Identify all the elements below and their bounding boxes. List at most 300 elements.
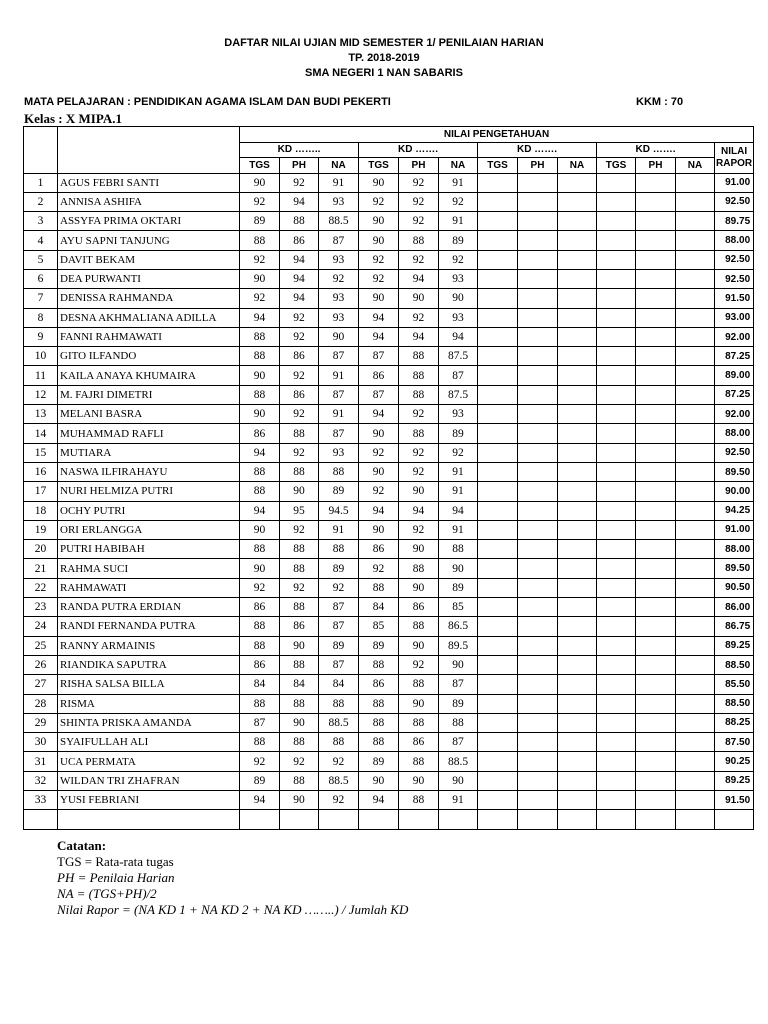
- empty-score-cell: [478, 250, 518, 269]
- student-name-cell: ORI ERLANGGA: [58, 520, 240, 539]
- empty-score-cell: [558, 192, 597, 211]
- table-row: [24, 289, 754, 308]
- empty-score-cell: [558, 269, 597, 288]
- na2-cell: 88.5: [439, 752, 478, 771]
- empty-score-cell: [478, 443, 518, 462]
- student-name-cell: RISMA: [58, 694, 240, 713]
- empty-score-cell: [597, 405, 636, 424]
- empty-score-cell: [676, 520, 715, 539]
- ph1-cell: 88: [280, 462, 319, 481]
- ph1-cell: 90: [280, 713, 319, 732]
- rapor-cell: 92.00: [715, 327, 754, 346]
- sub-header-na: NA: [676, 158, 715, 174]
- ph1-cell: 86: [280, 385, 319, 404]
- tgs1-cell: 89: [240, 771, 280, 790]
- table-row: [24, 405, 754, 424]
- student-name-cell: PUTRI HABIBAH: [58, 540, 240, 559]
- ph1-cell: 95: [280, 501, 319, 520]
- table-row: [24, 192, 754, 211]
- empty-score-cell: [597, 655, 636, 674]
- ph2-cell: 88: [399, 366, 439, 385]
- student-name-cell: RANNY ARMAINIS: [58, 636, 240, 655]
- empty-score-cell: [676, 733, 715, 752]
- tgs2-cell: 88: [359, 655, 399, 674]
- table-row: [24, 482, 754, 501]
- empty-score-cell: [558, 791, 597, 810]
- student-name-cell: KAILA ANAYA KHUMAIRA: [58, 366, 240, 385]
- tgs1-cell: 94: [240, 501, 280, 520]
- student-name-cell: ANNISA ASHIFA: [58, 192, 240, 211]
- empty-score-cell: [676, 269, 715, 288]
- table-row: [24, 462, 754, 481]
- empty-score-cell: [518, 424, 558, 443]
- na2-cell: 94: [439, 501, 478, 520]
- empty-score-cell: [597, 675, 636, 694]
- empty-score-cell: [597, 366, 636, 385]
- tgs1-cell: 88: [240, 347, 280, 366]
- empty-score-cell: [597, 636, 636, 655]
- table-row: [24, 212, 754, 231]
- ph2-cell: 88: [399, 713, 439, 732]
- empty-score-cell: [478, 713, 518, 732]
- empty-score-cell: [676, 617, 715, 636]
- rapor-cell: 88.50: [715, 694, 754, 713]
- empty-score-cell: [478, 636, 518, 655]
- tgs1-cell: 94: [240, 308, 280, 327]
- empty-score-cell: [676, 327, 715, 346]
- empty-score-cell: [478, 424, 518, 443]
- empty-score-cell: [478, 752, 518, 771]
- table-row: [24, 578, 754, 597]
- student-name-cell: MELANI BASRA: [58, 405, 240, 424]
- ph1-cell: 92: [280, 405, 319, 424]
- empty-score-cell: [558, 694, 597, 713]
- empty-score-cell: [558, 231, 597, 250]
- ph1-cell: 92: [280, 578, 319, 597]
- rapor-cell: 90.00: [715, 482, 754, 501]
- empty-score-cell: [676, 443, 715, 462]
- rapor-cell: 87.25: [715, 347, 754, 366]
- rapor-cell: 91.50: [715, 289, 754, 308]
- empty-cell: [58, 810, 240, 829]
- student-name-cell: RISHA SALSA BILLA: [58, 675, 240, 694]
- empty-score-cell: [518, 694, 558, 713]
- empty-score-cell: [518, 655, 558, 674]
- tgs1-cell: 88: [240, 694, 280, 713]
- ph2-cell: 90: [399, 694, 439, 713]
- table-row: [24, 791, 754, 810]
- na1-cell: 87: [319, 424, 359, 443]
- table-row: [24, 559, 754, 578]
- sub-header-tgs: TGS: [597, 158, 636, 174]
- empty-score-cell: [478, 405, 518, 424]
- tgs1-cell: 92: [240, 752, 280, 771]
- empty-score-cell: [518, 289, 558, 308]
- empty-score-cell: [636, 366, 676, 385]
- empty-score-cell: [518, 713, 558, 732]
- na2-cell: 93: [439, 405, 478, 424]
- tgs2-cell: 89: [359, 636, 399, 655]
- ph1-cell: 88: [280, 540, 319, 559]
- na1-cell: 88: [319, 694, 359, 713]
- na2-cell: 93: [439, 269, 478, 288]
- empty-score-cell: [558, 347, 597, 366]
- rapor-cell: 89.50: [715, 462, 754, 481]
- na2-cell: 92: [439, 192, 478, 211]
- empty-score-cell: [636, 212, 676, 231]
- sub-header-na: NA: [558, 158, 597, 174]
- tgs1-cell: 88: [240, 733, 280, 752]
- empty-score-cell: [676, 212, 715, 231]
- na1-cell: 92: [319, 269, 359, 288]
- row-number-cell: 1: [24, 173, 58, 192]
- tgs2-cell: 89: [359, 752, 399, 771]
- na1-cell: 91: [319, 520, 359, 539]
- student-name-cell: MUHAMMAD RAFLI: [58, 424, 240, 443]
- student-name-cell: MUTIARA: [58, 443, 240, 462]
- row-number-cell: 17: [24, 482, 58, 501]
- na2-cell: 90: [439, 559, 478, 578]
- ph2-cell: 92: [399, 192, 439, 211]
- empty-score-cell: [518, 540, 558, 559]
- na1-cell: 89: [319, 482, 359, 501]
- empty-score-cell: [636, 405, 676, 424]
- empty-score-cell: [676, 405, 715, 424]
- rapor-cell: 88.00: [715, 540, 754, 559]
- ph1-cell: 88: [280, 212, 319, 231]
- empty-cell: [359, 810, 399, 829]
- ph2-cell: 88: [399, 752, 439, 771]
- na2-cell: 87.5: [439, 385, 478, 404]
- empty-score-cell: [558, 366, 597, 385]
- na2-cell: 91: [439, 173, 478, 192]
- ph2-cell: 92: [399, 655, 439, 674]
- empty-score-cell: [676, 385, 715, 404]
- na2-cell: 91: [439, 212, 478, 231]
- table-row: [24, 598, 754, 617]
- ph1-cell: 88: [280, 694, 319, 713]
- ph1-cell: 92: [280, 520, 319, 539]
- empty-score-cell: [597, 443, 636, 462]
- tgs1-cell: 89: [240, 212, 280, 231]
- tgs1-cell: 92: [240, 578, 280, 597]
- row-number-cell: 27: [24, 675, 58, 694]
- ph2-cell: 90: [399, 482, 439, 501]
- empty-score-cell: [558, 655, 597, 674]
- na1-cell: 88: [319, 462, 359, 481]
- empty-score-cell: [558, 385, 597, 404]
- tgs2-cell: 90: [359, 212, 399, 231]
- grades-table: [23, 126, 754, 830]
- na2-cell: 87: [439, 733, 478, 752]
- ph1-cell: 86: [280, 347, 319, 366]
- empty-score-cell: [558, 540, 597, 559]
- table-row: [24, 617, 754, 636]
- empty-score-cell: [597, 559, 636, 578]
- na1-cell: 91: [319, 405, 359, 424]
- empty-score-cell: [558, 482, 597, 501]
- empty-score-cell: [676, 424, 715, 443]
- na1-cell: 87: [319, 655, 359, 674]
- empty-score-cell: [676, 636, 715, 655]
- student-name-cell: ASSYFA PRIMA OKTARI: [58, 212, 240, 231]
- tgs1-cell: 86: [240, 598, 280, 617]
- empty-score-cell: [636, 424, 676, 443]
- sub-header-na: NA: [439, 158, 478, 174]
- student-name-cell: RAHMA SUCI: [58, 559, 240, 578]
- empty-score-cell: [636, 791, 676, 810]
- empty-score-cell: [636, 269, 676, 288]
- rapor-cell: 87.50: [715, 733, 754, 752]
- tgs2-cell: 86: [359, 675, 399, 694]
- student-name-cell: RIANDIKA SAPUTRA: [58, 655, 240, 674]
- empty-score-cell: [676, 540, 715, 559]
- tgs2-cell: 92: [359, 250, 399, 269]
- empty-score-cell: [518, 231, 558, 250]
- tgs1-cell: 88: [240, 482, 280, 501]
- student-name-cell: OCHY PUTRI: [58, 501, 240, 520]
- na2-cell: 91: [439, 791, 478, 810]
- empty-score-cell: [478, 520, 518, 539]
- ph2-cell: 92: [399, 462, 439, 481]
- ph1-cell: 92: [280, 173, 319, 192]
- table-row: [24, 675, 754, 694]
- na2-cell: 89.5: [439, 636, 478, 655]
- na2-cell: 91: [439, 520, 478, 539]
- ph2-cell: 92: [399, 443, 439, 462]
- rapor-cell: 87.25: [715, 385, 754, 404]
- table-row: [24, 347, 754, 366]
- rapor-cell: 89.75: [715, 212, 754, 231]
- empty-score-cell: [558, 578, 597, 597]
- empty-score-cell: [636, 327, 676, 346]
- na1-cell: 89: [319, 636, 359, 655]
- na1-cell: 93: [319, 289, 359, 308]
- empty-score-cell: [636, 250, 676, 269]
- empty-score-cell: [478, 617, 518, 636]
- ph2-cell: 92: [399, 212, 439, 231]
- student-name-cell: NURI HELMIZA PUTRI: [58, 482, 240, 501]
- empty-score-cell: [676, 694, 715, 713]
- row-number-cell: 29: [24, 713, 58, 732]
- ph2-cell: 94: [399, 501, 439, 520]
- empty-score-cell: [558, 212, 597, 231]
- table-row: [24, 713, 754, 732]
- empty-score-cell: [478, 212, 518, 231]
- tgs1-cell: 88: [240, 540, 280, 559]
- na1-cell: 89: [319, 559, 359, 578]
- row-number-cell: 2: [24, 192, 58, 211]
- student-name-cell: SYAIFULLAH ALI: [58, 733, 240, 752]
- row-number-cell: 5: [24, 250, 58, 269]
- empty-score-cell: [518, 443, 558, 462]
- empty-score-cell: [597, 482, 636, 501]
- ph1-cell: 90: [280, 636, 319, 655]
- ph2-cell: 90: [399, 771, 439, 790]
- tgs1-cell: 92: [240, 192, 280, 211]
- ph2-cell: 88: [399, 791, 439, 810]
- rapor-cell: 92.50: [715, 269, 754, 288]
- rapor-cell: 92.50: [715, 192, 754, 211]
- empty-score-cell: [478, 694, 518, 713]
- tgs2-cell: 94: [359, 405, 399, 424]
- table-row: [24, 366, 754, 385]
- student-name-cell: NASWA ILFIRAHAYU: [58, 462, 240, 481]
- table-row: [24, 269, 754, 288]
- empty-score-cell: [518, 385, 558, 404]
- empty-score-cell: [558, 752, 597, 771]
- tgs2-cell: 86: [359, 366, 399, 385]
- empty-score-cell: [636, 443, 676, 462]
- tgs1-cell: 86: [240, 655, 280, 674]
- empty-score-cell: [478, 598, 518, 617]
- tgs1-cell: 92: [240, 289, 280, 308]
- empty-score-cell: [518, 578, 558, 597]
- empty-score-cell: [636, 617, 676, 636]
- tgs2-cell: 90: [359, 771, 399, 790]
- kd-header: KD …….: [478, 142, 597, 158]
- empty-cell: [597, 810, 636, 829]
- table-row: [24, 385, 754, 404]
- subject-label: MATA PELAJARAN : PENDIDIKAN AGAMA ISLAM DAN BUDI PEKERTI: [24, 96, 391, 108]
- empty-score-cell: [636, 578, 676, 597]
- na2-cell: 86.5: [439, 617, 478, 636]
- grades-table-body: [24, 127, 754, 830]
- empty-cell: [280, 810, 319, 829]
- sub-header-tgs: TGS: [478, 158, 518, 174]
- ph1-cell: 92: [280, 443, 319, 462]
- table-row: [24, 655, 754, 674]
- tgs2-cell: 94: [359, 791, 399, 810]
- empty-score-cell: [518, 617, 558, 636]
- tgs1-cell: 90: [240, 366, 280, 385]
- row-number-cell: 22: [24, 578, 58, 597]
- empty-score-cell: [478, 482, 518, 501]
- student-name-cell: DESNA AKHMALIANA ADILLA: [58, 308, 240, 327]
- tgs2-cell: 86: [359, 540, 399, 559]
- empty-score-cell: [636, 655, 676, 674]
- na1-cell: 92: [319, 578, 359, 597]
- empty-score-cell: [597, 501, 636, 520]
- na2-cell: 89: [439, 694, 478, 713]
- na1-cell: 92: [319, 791, 359, 810]
- ph1-cell: 84: [280, 675, 319, 694]
- empty-score-cell: [597, 713, 636, 732]
- empty-score-cell: [478, 192, 518, 211]
- tgs2-cell: 92: [359, 443, 399, 462]
- row-number-cell: 18: [24, 501, 58, 520]
- rapor-cell: 90.25: [715, 752, 754, 771]
- rapor-cell: 92.00: [715, 405, 754, 424]
- tgs2-cell: 88: [359, 578, 399, 597]
- na1-cell: 94.5: [319, 501, 359, 520]
- rapor-cell: 92.50: [715, 443, 754, 462]
- ph1-cell: 92: [280, 327, 319, 346]
- empty-score-cell: [478, 559, 518, 578]
- ph1-cell: 92: [280, 308, 319, 327]
- student-name-cell: RANDI FERNANDA PUTRA: [58, 617, 240, 636]
- empty-score-cell: [597, 231, 636, 250]
- empty-score-cell: [597, 192, 636, 211]
- empty-score-cell: [518, 598, 558, 617]
- tgs2-cell: 90: [359, 289, 399, 308]
- student-name-cell: WILDAN TRI ZHAFRAN: [58, 771, 240, 790]
- empty-score-cell: [597, 462, 636, 481]
- empty-score-cell: [518, 733, 558, 752]
- student-name-cell: RANDA PUTRA ERDIAN: [58, 598, 240, 617]
- tgs2-cell: 92: [359, 269, 399, 288]
- na1-cell: 93: [319, 443, 359, 462]
- empty-score-cell: [676, 655, 715, 674]
- tgs2-cell: 87: [359, 347, 399, 366]
- tgs1-cell: 88: [240, 462, 280, 481]
- row-number-cell: 13: [24, 405, 58, 424]
- empty-score-cell: [518, 675, 558, 694]
- empty-score-cell: [676, 289, 715, 308]
- empty-score-cell: [478, 269, 518, 288]
- na2-cell: 89: [439, 578, 478, 597]
- empty-score-cell: [636, 192, 676, 211]
- table-row: [24, 540, 754, 559]
- kd-header: KD ……..: [240, 142, 359, 158]
- rapor-header: [715, 142, 754, 173]
- tgs2-cell: 90: [359, 231, 399, 250]
- table-row: [24, 327, 754, 346]
- ph2-cell: 94: [399, 327, 439, 346]
- rapor-cell: 92.50: [715, 250, 754, 269]
- student-name-cell: AGUS FEBRI SANTI: [58, 173, 240, 192]
- empty-score-cell: [636, 308, 676, 327]
- table-row: [24, 173, 754, 192]
- empty-row: [24, 810, 754, 829]
- title-line-2: TP. 2018-2019: [348, 52, 420, 64]
- empty-score-cell: [636, 540, 676, 559]
- empty-score-cell: [597, 540, 636, 559]
- empty-score-cell: [518, 405, 558, 424]
- empty-score-cell: [636, 713, 676, 732]
- empty-score-cell: [636, 752, 676, 771]
- rapor-header-line-2: RAPOR: [716, 157, 753, 169]
- tgs1-cell: 94: [240, 791, 280, 810]
- empty-score-cell: [676, 462, 715, 481]
- na1-cell: 91: [319, 173, 359, 192]
- table-row: [24, 771, 754, 790]
- tgs2-cell: 90: [359, 173, 399, 192]
- tgs1-cell: 92: [240, 250, 280, 269]
- row-number-cell: 33: [24, 791, 58, 810]
- na1-cell: 87: [319, 347, 359, 366]
- empty-score-cell: [518, 520, 558, 539]
- tgs1-cell: 90: [240, 559, 280, 578]
- ph2-cell: 92: [399, 405, 439, 424]
- empty-score-cell: [518, 752, 558, 771]
- empty-score-cell: [518, 462, 558, 481]
- title-line-3: SMA NEGERI 1 NAN SABARIS: [305, 67, 463, 79]
- empty-score-cell: [518, 482, 558, 501]
- empty-cell: [319, 810, 359, 829]
- empty-cell: [478, 810, 518, 829]
- class-label: Kelas : X MIPA.1: [24, 111, 122, 126]
- rapor-cell: 91.00: [715, 520, 754, 539]
- empty-score-cell: [597, 578, 636, 597]
- group-header: NILAI PENGETAHUAN: [240, 127, 754, 143]
- ph1-cell: 90: [280, 482, 319, 501]
- empty-score-cell: [676, 366, 715, 385]
- tgs1-cell: 88: [240, 327, 280, 346]
- empty-score-cell: [597, 269, 636, 288]
- empty-score-cell: [597, 694, 636, 713]
- empty-score-cell: [478, 675, 518, 694]
